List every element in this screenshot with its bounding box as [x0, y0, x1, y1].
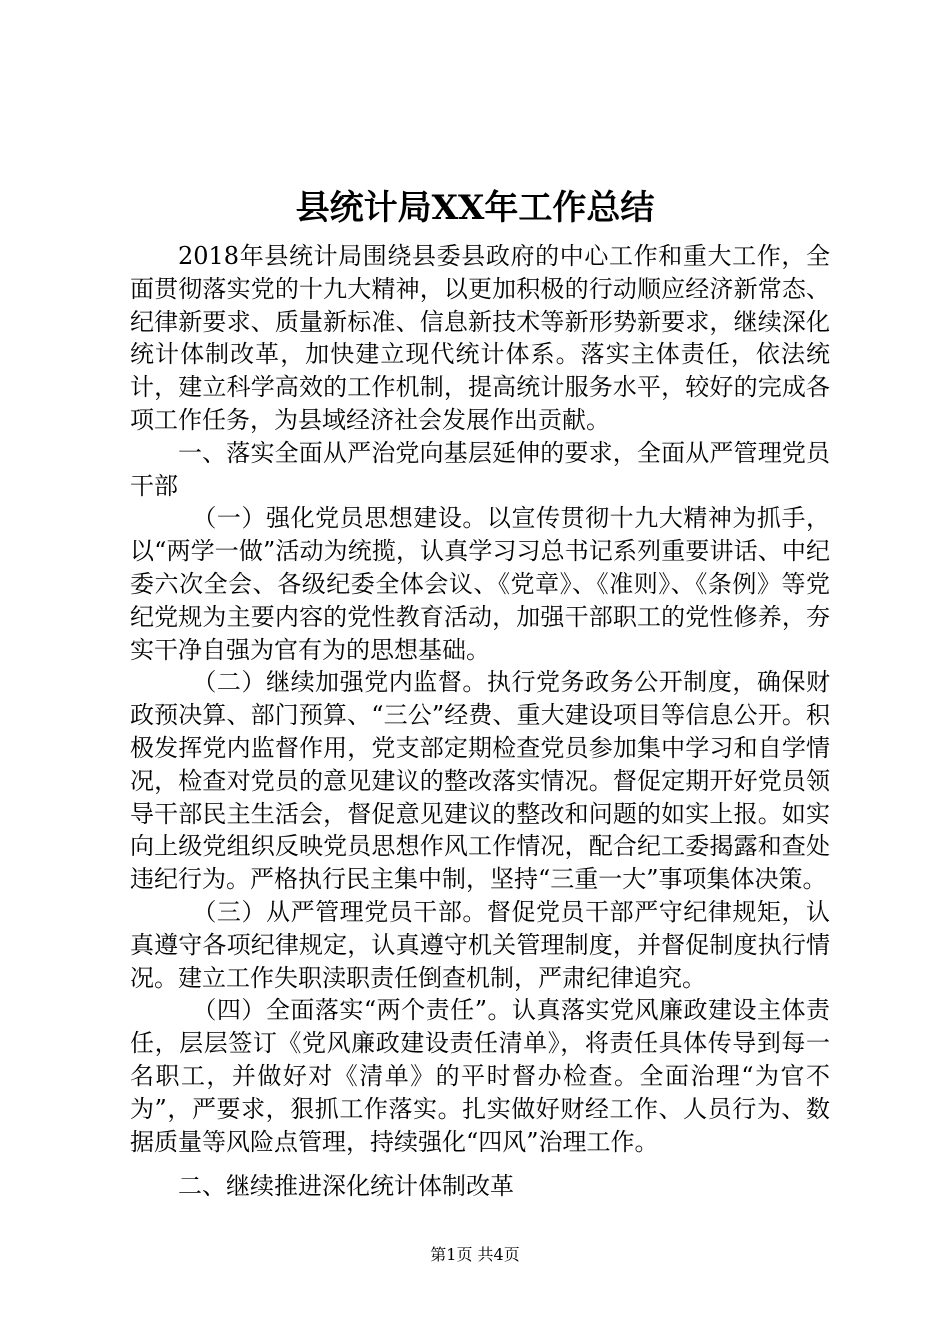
subsection-paragraph-4: （四）全面落实“两个责任”。认真落实党风廉政建设主体责任，层层签订《党风廉政建设责任清单》，将责任具体传导到每一名职工，并做好对《清单》的平时督办检查。全面治理“为官不为”，严要求，狠抓工作落实。扎实做好财经工作、人员行为、数据质量等风险点管理，持续强化“四风”治理工作。: [130, 996, 830, 1156]
section-heading-2: 二、继续推进深化统计体制改革: [178, 1172, 514, 1201]
document-title: 县统计局XX年工作总结: [295, 188, 655, 228]
intro-paragraph: 2018年县统计局围绕县委县政府的中心工作和重大工作，全面贯彻落实党的十九大精神，以更加积极的行动顺应经济新常态、纪律新要求、质量新标准、信息新技术等新形势新要求，继续深化统计体制改革，加快建立现代统计体系。落实主体责任，依法统计，建立科学高效的工作机制，提高统计服务水平，较好的完成各项工作任务，为县域经济社会发展作出贡献。: [130, 242, 830, 434]
subsection-paragraph-3: （三）从严管理党员干部。督促党员干部严守纪律规矩，认真遵守各项纪律规定，认真遵守机关管理制度，并督促制度执行情况。建立工作失职渎职责任倒查机制，严肃纪律追究。: [130, 897, 830, 992]
document-body: [130, 240, 830, 1203]
subsection-paragraph-2: （二）继续加强党内监督。执行党务政务公开制度，确保财政预决算、部门预算、“三公”经费、重大建设项目等信息公开。积极发挥党内监督作用，党支部定期检查党员参加集中学习和自学情况，检查对党员的意见建议的整改落实情况。督促定期开好党员领导干部民主生活会，督促意见建议的整改和问题的如实上报。如实向上级党组织反映党员思想作风工作情况，配合纪工委揭露和查处违纪行为。严格执行民主集中制，坚持“三重一大”事项集体决策。: [130, 668, 830, 894]
section-heading-1: 一、落实全面从严治党向基层延伸的要求，全面从严管理党员干部: [130, 438, 830, 500]
page-number-footer: 第1页 共4页: [430, 1245, 520, 1264]
subsection-paragraph-1: （一）强化党员思想建设。以宣传贯彻十九大精神为抓手，以“两学一做”活动为统揽，认真学习习总书记系列重要讲话、中纪委六次全会、各级纪委全体会议、《党章》、《准则》、《条例》等党纪党规为主要内容的党性教育活动，加强干部职工的党性修养，夯实干净自强为官有为的思想基础。: [130, 504, 830, 664]
